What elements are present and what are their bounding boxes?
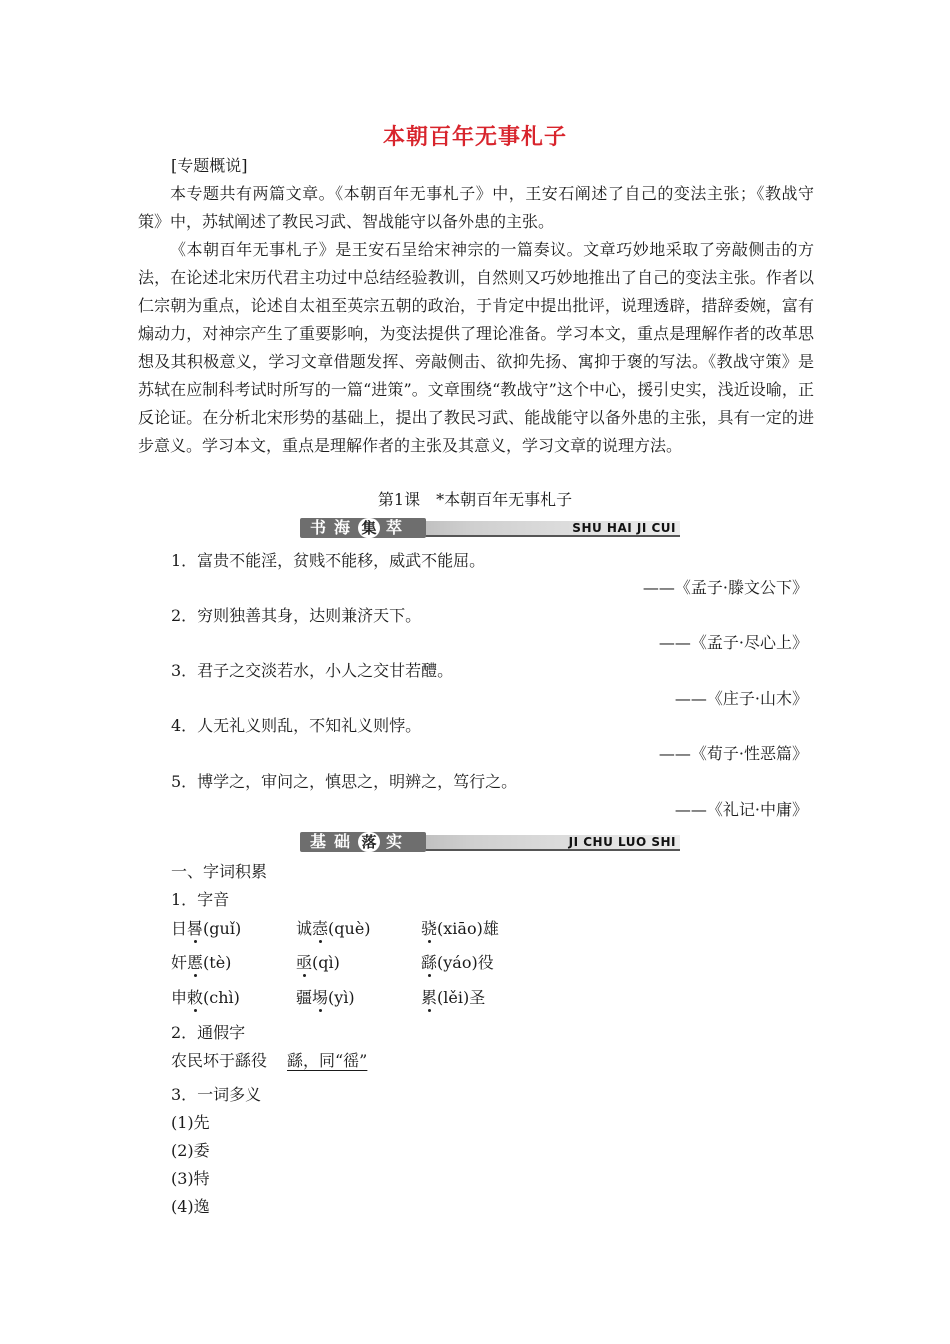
dotted-char: 悫 [312, 919, 329, 938]
dotted-char: 敕 [187, 988, 204, 1007]
tongjia-phrase: 农民坏于繇役 [171, 1051, 268, 1070]
subsection-heading: 1．字音 [171, 890, 230, 909]
subsection-heading: 3．一词多义 [171, 1085, 262, 1104]
pron-item: 繇(yáo)役 [421, 953, 494, 972]
banner-char: 实 [386, 832, 403, 851]
polysemy-item: (4)逸 [171, 1197, 210, 1216]
pron-item: 申敕(chì) [171, 988, 240, 1007]
overview-paragraph-2: 《本朝百年无事札子》是王安石呈给宋神宗的一篇奏议。文章巧妙地采取了旁敲侧击的方法，在论述北宋历代君主功过中总结经验教训，自然则又巧妙地推出了自己的变法主张。作者以仁宗朝为重点，论述自太祖至英宗五朝的政治，于肯定中提出批评，说理透辟，措辞委婉，富有煽动力，对神宗产生了重要影响，为变法提供了理论准备。学习本文，重点是理解作者的改革思想及其积极意义，学习文章借题发挥、旁敲侧击、欲抑先扬、寓抑于褒的写法。《教战守策》是苏轼在应制科考试时所写的一篇“进策”。文章围绕“教战守”这个中心，援引史实，浅近设喻，正反论证。在分析北宋形势的基础上，提出了教民习武、能战能守以备外患的主张，具有一定的进步意义。学习本文，重点是理解作者的主张及其意义，学习文章的说理方法。 [138, 240, 814, 455]
polysemy-item: (1)先 [171, 1113, 210, 1132]
overview-paragraph-1: 本专题共有两篇文章。《本朝百年无事札子》中，王安石阐述了自己的变法主张；《教战守策》中，苏轼阐述了教民习武、智战能守以备外患的主张。 [138, 184, 814, 231]
pron-item: 疆埸(yì) [296, 988, 355, 1007]
section-banner-shuhai [300, 518, 680, 538]
quote-text: 1．富贵不能淫，贫贱不能移，威武不能屈。 [171, 551, 486, 570]
quote-text: 2．穷则独善其身，达则兼济天下。 [171, 606, 422, 625]
quote-source: ——《孟子·滕文公下》 [642, 578, 808, 597]
quote-text: 5．博学之，审问之，慎思之，明辨之，笃行之。 [171, 772, 518, 791]
lesson-heading: 第1课 *本朝百年无事札子 [377, 490, 573, 509]
pron-item: 累(lěi)圣 [421, 988, 486, 1007]
polysemy-item: (3)特 [171, 1169, 210, 1188]
tongjia-note: 繇，同“徭” [287, 1051, 368, 1070]
quote-source: ——《荀子·性恶篇》 [658, 744, 808, 763]
quote-source: ——《礼记·中庸》 [674, 800, 808, 819]
dotted-char: 亟 [296, 953, 313, 972]
polysemy-item: (2)委 [171, 1141, 210, 1160]
dotted-char: 累 [421, 988, 438, 1007]
banner-circle-char: 落 [358, 832, 380, 852]
dotted-char: 晷 [187, 919, 204, 938]
pron-item: 奸慝(tè) [171, 953, 232, 972]
page-title: 本朝百年无事札子 [382, 125, 567, 150]
banner-char: 萃 [386, 518, 403, 537]
overview-label: [专题概说] [171, 156, 248, 175]
dotted-char: 埸 [312, 988, 329, 1007]
quote-text: 4．人无礼义则乱，不知礼义则悖。 [171, 716, 422, 735]
quote-text: 3．君子之交淡若水，小人之交甘若醴。 [171, 661, 454, 680]
banner-char: 基 [310, 832, 327, 851]
pron-item: 亟(qì) [296, 953, 340, 972]
subsection-heading: 2．通假字 [171, 1023, 246, 1042]
banner-circle-char: 集 [358, 518, 380, 538]
pron-item: 骁(xiāo)雄 [421, 919, 499, 938]
banner-char: 海 [334, 518, 351, 537]
quote-source: ——《孟子·尽心上》 [658, 633, 808, 652]
banner-char: 书 [310, 518, 327, 537]
dotted-char: 骁 [421, 919, 438, 938]
banner-english: JI CHU LUO SHI [568, 835, 676, 849]
dotted-char: 繇 [421, 953, 438, 972]
banner-english: SHU HAI JI CUI [572, 521, 676, 535]
banner-char: 础 [334, 832, 351, 851]
section-banner-jichu [300, 832, 680, 852]
pron-item: 日晷(guǐ) [171, 919, 242, 938]
quote-source: ——《庄子·山木》 [674, 689, 808, 708]
section-heading: 一、字词积累 [171, 862, 268, 881]
dotted-char: 慝 [187, 953, 204, 972]
pron-item: 诚悫(què) [296, 919, 371, 938]
